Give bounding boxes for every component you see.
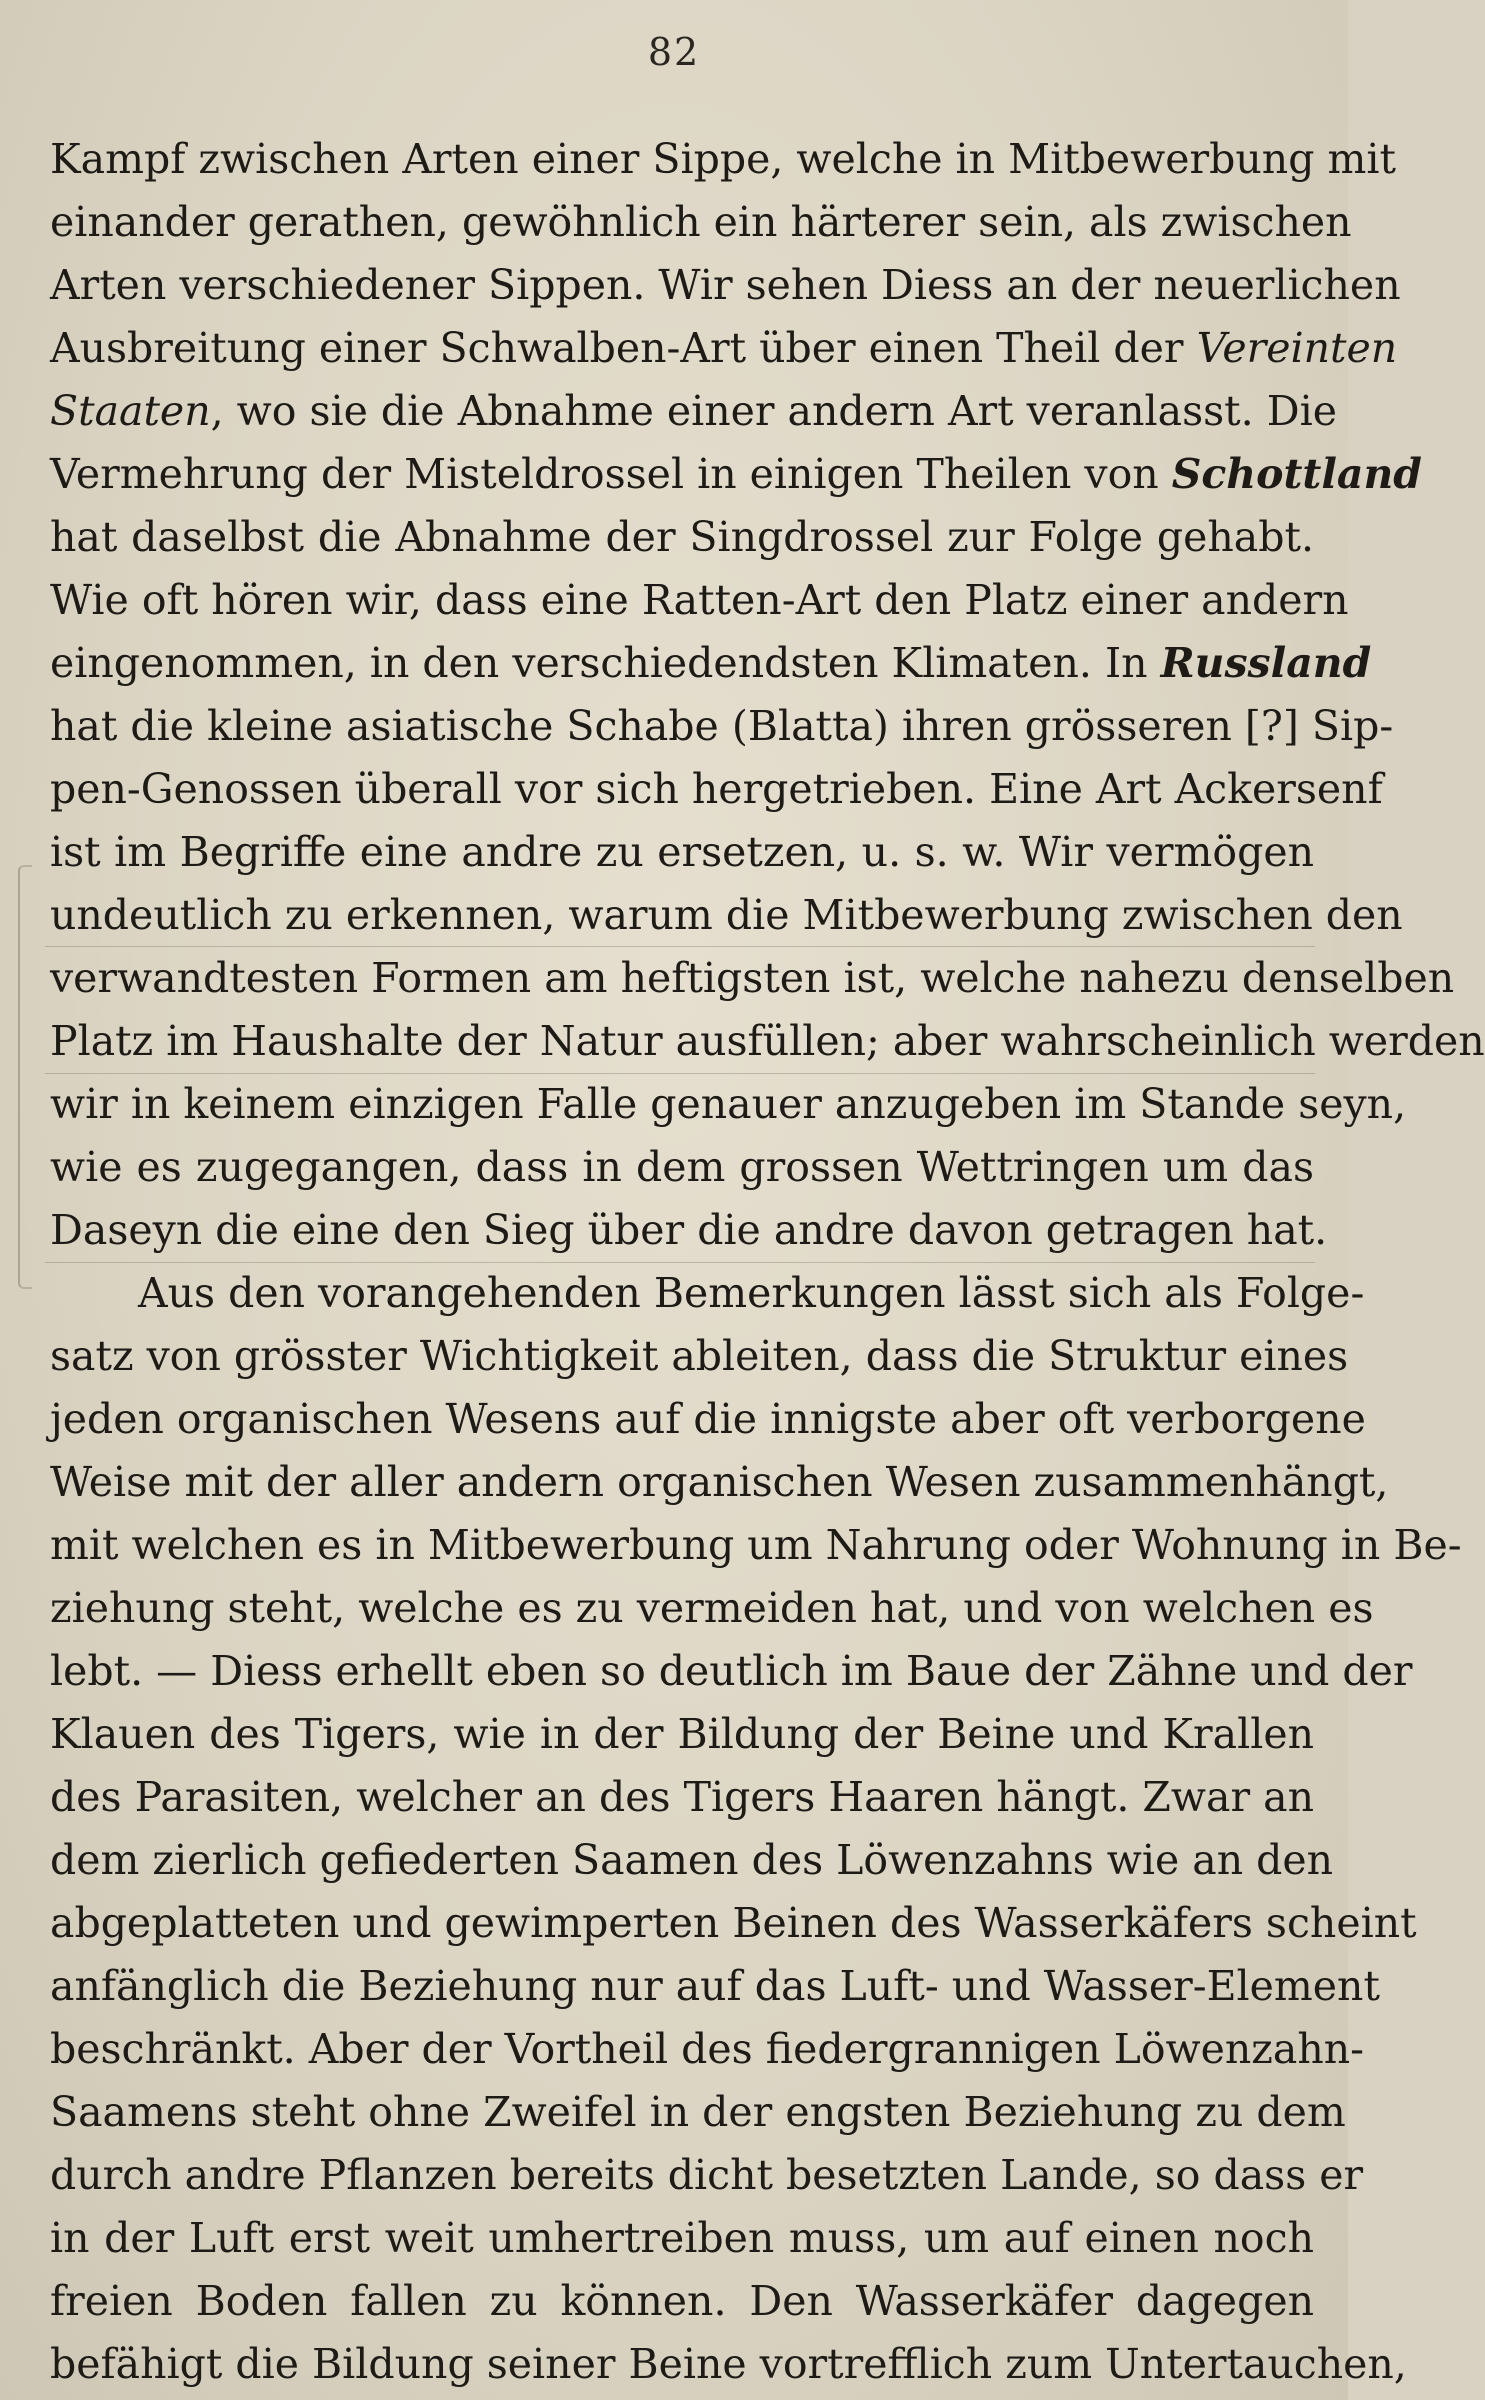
emphasized-word: Vereinten xyxy=(1196,324,1398,372)
text-run: wir in keinem einzigen Falle genauer anzugeben im Stande seyn, xyxy=(50,1080,1407,1128)
text-line xyxy=(50,1640,1413,1703)
text-line xyxy=(50,947,1455,1010)
text-run: lebt. — Diess erhellt eben so deutlich im Baue der Zähne und der xyxy=(50,1647,1413,1695)
text-line xyxy=(50,569,1349,632)
text-run: hat die kleine asiatische Schabe (Blatta) ihren grösseren [?] Sip- xyxy=(50,702,1394,750)
text-run: satz von grösster Wichtigkeit ableiten, dass die Struktur eines xyxy=(50,1332,1349,1380)
text-run: des Parasiten, welcher an des Tigers Haaren hängt. Zwar an xyxy=(50,1773,1314,1821)
text-run: verwandtesten Formen am heftigsten ist, welche nahezu denselben xyxy=(50,954,1455,1002)
text-run: wie es zugegangen, dass in dem grossen Wettringen um das xyxy=(50,1143,1314,1191)
text-line xyxy=(50,2144,1364,2207)
paragraph xyxy=(50,1262,1462,2396)
emphasized-word: Russland xyxy=(1160,639,1372,687)
text-run: befähigt die Bildung seiner Beine vortrefflich zum Untertauchen, xyxy=(50,2340,1407,2388)
text-line xyxy=(50,1325,1349,1388)
text-run: ziehung steht, welche es zu vermeiden hat, und von welchen es xyxy=(50,1584,1374,1632)
text-line xyxy=(50,1829,1334,1892)
text-line xyxy=(50,2081,1346,2144)
text-run: Weise mit der aller andern organischen Wesen zusammenhängt, xyxy=(50,1458,1389,1506)
text-line xyxy=(50,128,1396,191)
text-line xyxy=(50,1514,1462,1577)
text-run: Arten verschiedener Sippen. Wir sehen Diess an der neuerlichen xyxy=(50,261,1401,309)
text-run: dem zierlich gefiederten Saamen des Löwenzahns wie an den xyxy=(50,1836,1334,1884)
text-line xyxy=(50,1955,1380,2018)
text-line xyxy=(50,695,1394,758)
text-run: Daseyn die eine den Sieg über die andre davon getragen hat. xyxy=(50,1206,1328,1254)
text-run: Wie oft hören wir, dass eine Ratten-Art den Platz einer andern xyxy=(50,576,1349,624)
text-line xyxy=(50,254,1401,317)
text-run: Vermehrung der Misteldrossel in einigen Theilen von xyxy=(50,450,1172,498)
text-run: ist im Begriffe eine andre zu ersetzen, u. s. w. Wir vermögen xyxy=(50,828,1314,876)
paragraph xyxy=(50,128,1485,1262)
text-run: freien Boden fallen zu können. Den Wasserkäfer dagegen xyxy=(50,2277,1314,2325)
text-run: mit welchen es in Mitbewerbung um Nahrung oder Wohnung in Be- xyxy=(50,1521,1462,1569)
body-text xyxy=(50,128,1485,2396)
text-line xyxy=(50,506,1314,569)
text-run: Aus den vorangehenden Bemerkungen lässt sich als Folge- xyxy=(138,1269,1365,1317)
text-run: durch andre Pflanzen bereits dicht besetzten Lande, so dass er xyxy=(50,2151,1364,2199)
text-line xyxy=(50,1388,1366,1451)
text-run: Ausbreitung einer Schwalben-Art über einen Theil der xyxy=(50,324,1197,372)
text-run: pen-Genossen überall vor sich hergetrieben. Eine Art Ackersenf xyxy=(50,765,1383,813)
text-run: anfänglich die Beziehung nur auf das Luft- und Wasser-Element xyxy=(50,1962,1380,2010)
text-run: Platz im Haushalte der Natur ausfüllen; aber wahrscheinlich werden xyxy=(50,1017,1485,1065)
text-line xyxy=(50,380,1337,443)
emphasized-word: Staaten xyxy=(50,387,211,435)
text-run: hat daselbst die Abnahme der Singdrossel zur Folge gehabt. xyxy=(50,513,1314,561)
text-line xyxy=(50,2207,1314,2270)
text-line xyxy=(50,1262,1365,1325)
text-run: Klauen des Tigers, wie in der Bildung der Beine und Krallen xyxy=(50,1710,1314,1758)
text-line xyxy=(50,1451,1389,1514)
text-line xyxy=(50,2270,1314,2333)
text-line xyxy=(50,1892,1417,1955)
text-line xyxy=(50,191,1352,254)
text-run: beschränkt. Aber der Vortheil des fiedergrannigen Löwenzahn- xyxy=(50,2025,1365,2073)
text-line xyxy=(50,1010,1485,1073)
text-run: jeden organischen Wesens auf die innigste aber oft verborgene xyxy=(50,1395,1366,1443)
text-line xyxy=(50,821,1314,884)
text-line xyxy=(50,2333,1407,2396)
text-run: undeutlich zu erkennen, warum die Mitbewerbung zwischen den xyxy=(50,891,1403,939)
text-line xyxy=(50,1136,1314,1199)
text-run: Saamens steht ohne Zweifel in der engsten Beziehung zu dem xyxy=(50,2088,1346,2136)
text-run: Kampf zwischen Arten einer Sippe, welche in Mitbewerbung mit xyxy=(50,135,1396,183)
text-line xyxy=(50,443,1422,506)
text-run: einander gerathen, gewöhnlich ein härterer sein, als zwischen xyxy=(50,198,1352,246)
text-line xyxy=(50,632,1372,695)
text-line xyxy=(50,758,1383,821)
text-line xyxy=(50,1766,1314,1829)
text-line xyxy=(50,1577,1374,1640)
text-line xyxy=(50,884,1403,947)
pencil-margin-mark xyxy=(18,865,32,1289)
text-run: , wo sie die Abnahme einer andern Art veranlasst. Die xyxy=(210,387,1337,435)
text-line xyxy=(50,1703,1314,1766)
emphasized-word: Schottland xyxy=(1171,450,1422,498)
text-line xyxy=(50,1199,1328,1262)
text-line xyxy=(50,2018,1365,2081)
text-line xyxy=(50,1073,1407,1136)
text-run: abgeplatteten und gewimperten Beinen des Wasserkäfers scheint xyxy=(50,1899,1417,1947)
page-number: 82 xyxy=(647,30,701,74)
text-run: eingenommen, in den verschiedendsten Klimaten. In xyxy=(50,639,1161,687)
text-line xyxy=(50,317,1398,380)
text-run: in der Luft erst weit umhertreiben muss, um auf einen noch xyxy=(50,2214,1314,2262)
